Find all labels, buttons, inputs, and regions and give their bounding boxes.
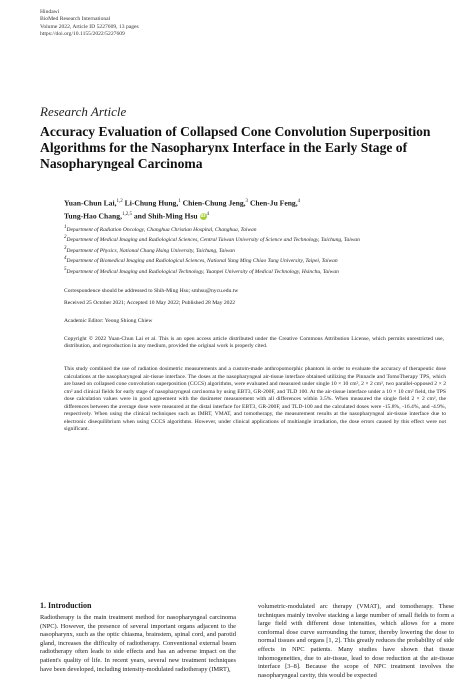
affiliation-number: 1 bbox=[64, 225, 67, 230]
doi-link[interactable]: https://doi.org/10.1155/2022/5227609 bbox=[40, 31, 125, 38]
journal-name: BioMed Research International bbox=[40, 16, 111, 23]
author-conjunction: and bbox=[133, 211, 147, 221]
author-affiliation-mark: 1,2,5 bbox=[121, 211, 132, 217]
body-column-left: Radiotherapy is the main treatment method for nasopharyngeal carcinoma (NPC). However, the presence of several important organs adjacent to the nasopharynx, such as the optic chiasma, brainstem, spinal cord, and parotid gland, increases the difficulty of radiotherapy. Conventional external beam radiotherapy often leads to side effects and has an adverse impact on the patient's quality of life. In recent years, several new treatment techniques have been developed, including intensity-modulated radiotherapy (IMRT), bbox=[40, 614, 236, 673]
affiliation-text: Department of Biomedical Imaging and Radiological Sciences, National Yang Ming Chiao Tung University, Taipei, Taiwan bbox=[66, 258, 338, 265]
author-affiliation-mark: 4 bbox=[297, 199, 301, 204]
author-affiliation-mark: 1 bbox=[178, 199, 181, 204]
author-name[interactable]: Tung-Hao Chang, bbox=[64, 211, 122, 221]
journal-masthead bbox=[40, 9, 139, 39]
affiliation-number: 3 bbox=[64, 245, 67, 251]
correspondence-note: Correspondence should be addressed to Shih-Ming Hsu; smhsu@nycu.edu.tw bbox=[64, 288, 239, 294]
affiliation-item bbox=[64, 245, 444, 255]
orcid-icon[interactable]: iD bbox=[200, 213, 206, 219]
volume-info: Volume 2022, Article ID 5227609, 13 pages bbox=[40, 23, 139, 30]
paper-title: Accuracy Evaluation of Collapsed Cone Convolution Superposition Algorithms for the Nasopharynx Interface in the Early Stage of Nasopharyngeal Carcinoma bbox=[40, 124, 431, 172]
author-name[interactable]: Shih-Ming Hsu bbox=[148, 211, 198, 221]
affiliation-text: Department of Radiation Oncology, Changhua Christian Hospital, Changhua, Taiwan bbox=[66, 226, 257, 233]
publication-dates: Received 25 October 2021; Accepted 10 May 2022; Published 28 May 2022 bbox=[64, 300, 236, 306]
author-name[interactable]: Chien-Chung Jeng, bbox=[182, 198, 246, 208]
academic-editor: Academic Editor: Yeong Shiong Chiew bbox=[64, 318, 153, 324]
affiliation-item bbox=[64, 224, 444, 234]
section-heading-introduction: 1. Introduction bbox=[40, 601, 92, 610]
author-affiliation-mark: 1,2 bbox=[116, 199, 123, 204]
author-list bbox=[64, 196, 444, 221]
affiliation-item bbox=[64, 266, 444, 276]
affiliation-text: Department of Physics, National Chung Hsing University, Taichung, Taiwan bbox=[66, 247, 235, 254]
affiliation-item bbox=[64, 255, 444, 265]
affiliation-item bbox=[64, 234, 444, 244]
affiliation-text: Department of Medical Imaging and Radiological Sciences, Central Taiwan University of Science and Technology, Taichung, Taiwan bbox=[66, 237, 360, 244]
author-name[interactable]: Li-Chung Hung, bbox=[124, 198, 179, 208]
affiliation-text: Department of Medical Imaging and Radiological Technology, Yuanpei University of Medical Technology, Hsinchu, Taiwan bbox=[66, 268, 339, 275]
article-type: Research Article bbox=[40, 104, 127, 119]
abstract-text: This study combined the use of radiation dosimetric measurements and a custom-made anthropomorphic phantom in order to evaluate the accuracy of therapeutic dose calculations at the nasopharyngeal air-tissue interface. The doses at the nasopharyngeal air-tissue interface obtained utilizing the Pinnacle and TomoTherapy TPS, which are based on collapsed cone convolution superposition (CCCS) algorithms, were evaluated and measured under single 10 × 10 cm², 2 × 2 cm², two parallel-opposed 2 × 2 cm² and clinical fields for early stage of nasopharyngeal carcinoma by using EBT3, GR-200F, and TLD 100. At the air-tissue interface under a 10 × 10 cm² field, the TPS dose calculation values were in good agreement with the dosimeter measurement with all differences within 3.5%. When measured the single field 2 × 2 cm², the differences between the average dose were measured at the distal interface for EBT3, GR-200F, and TLD-100 and the calculated doses were -15.8%, -16.4%, and -4.9%, respectively. When using the clinical techniques such as IMRT, VMAT, and tomotherapy, the measurement results at the nasopharyngeal air-tissue interface due to electronic disequilibrium when using CCCS algorithms. However, under clinical applications of multiangle irradiation, the dose errors caused by this effect were not significant. bbox=[64, 366, 446, 433]
author-affiliation-mark: 4 bbox=[206, 211, 210, 217]
publisher-name: Hindawi bbox=[40, 9, 60, 15]
affiliation-list bbox=[64, 224, 444, 276]
affiliation-number: 4 bbox=[64, 256, 67, 262]
author-name[interactable]: Yuan-Chun Lai, bbox=[64, 198, 117, 208]
copyright-notice: Copyright © 2022 Yuan-Chun Lai et al. This is an open access article distributed under the Creative Commons Attribution License, which permits unrestricted use, distribution, and reproduction in any medium, provided the original work is properly cited. bbox=[64, 336, 444, 350]
body-column-right: volumetric-modulated arc therapy (VMAT), and tomotherapy. These techniques mainly involve stacking a large number of small fields to form a large field with different dose intensities, which allows for a more conformal dose curve surrounding the tumor, thereby lowering the dose to normal tissues and organs [1, 2]. This greatly reduces the probability of side effects in NPC patients. Many studies have shown that tissue inhomogeneities, due to air-tissue, lead to dose reduction at the air-tissue interface [3–8]. Because the scope of NPC treatment involves the nasopharyngeal cavity, this would be expected bbox=[258, 603, 454, 679]
author-affiliation-mark: 3 bbox=[245, 199, 249, 204]
affiliation-number: 2 bbox=[64, 235, 67, 241]
author-name[interactable]: Chen-Ju Feng, bbox=[249, 198, 298, 208]
affiliation-number: 5 bbox=[64, 266, 67, 272]
